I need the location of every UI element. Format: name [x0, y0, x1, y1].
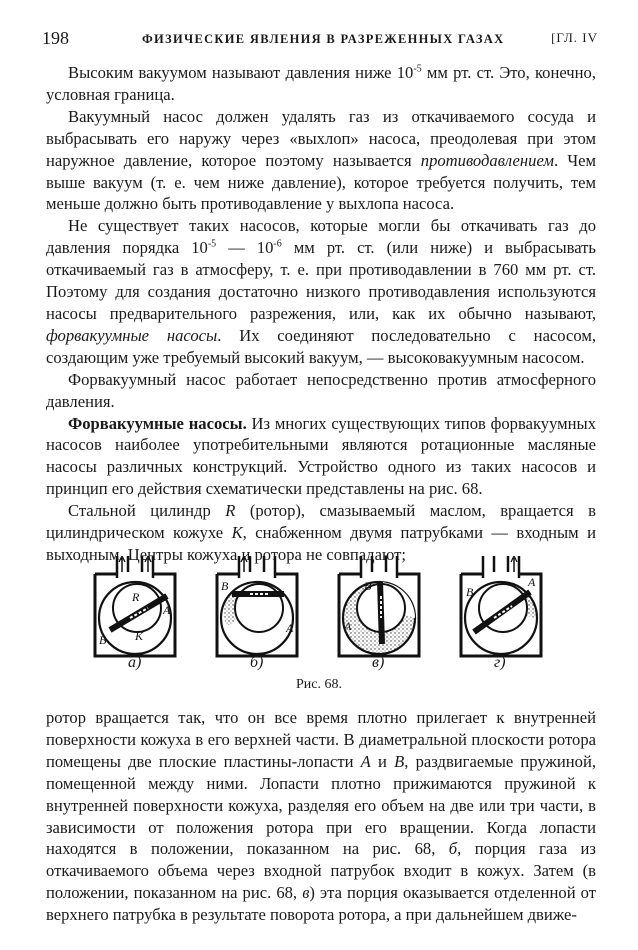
fig-d-label-A: A — [528, 575, 536, 589]
fig-a-label-B: B — [99, 633, 107, 647]
subfig-label-b: б) — [250, 654, 264, 671]
paragraph-5: Форвакуумные насосы. Из многих существующих типов форвакуумных насосов наиболее употребительными являются ротационные масляные насосы различных конструкций. Устройство одного из таких насосов и принцип его действия схематически представлены на рис. 68. — [46, 413, 596, 499]
fig-c-label-B: B — [364, 579, 372, 593]
panel-a — [95, 556, 175, 656]
chapter-label: [ГЛ. IV — [551, 30, 598, 45]
panel-b — [217, 556, 297, 656]
paragraph-6: Стальной цилиндр R (ротор), смазываемый маслом, вращается в цилиндрическом кожухе K, снабженном двумя патрубками — входным и выходным. Центры кожуха и ротора не совпадают; — [46, 501, 596, 564]
paragraph-2: Вакуумный насос должен удалять газ из откачиваемого сосуда и выбрасывать его наружу через «выхлоп» насоса, преодолевая при этом наружное давление, которое поэтому называется противодавлением. Чем выше вакуум (т. е. чем ниже давление), которое требуется получить, тем меньше должно быть противодавление у выхлопа насоса. — [46, 106, 596, 214]
fig-a-label-K: K — [135, 629, 144, 643]
fig-a-label-A: A — [163, 603, 171, 617]
paragraph-4: Форвакуумный насос работает непосредственно против атмосферного давления. — [46, 369, 596, 411]
panel-d — [461, 556, 541, 656]
fig-c-label-A: A — [344, 619, 352, 633]
paragraph-7: ротор вращается так, что он все время плотно прилегает к внутренней поверхности кожуха в его верхней части. В диаметральной плоскости ротора помещены две плоские пластины-лопасти A и B, раздвигаемые пружиной, помещенной между ними. Лопасти плотно прижимаются пружиной к внутренней поверхности кожуха, разделяя его объем на две или три части, в зависимости от положения ротора при его вращении. Когда лопасти находятся в положении, показанном на рис. 68, б, порция газа из откачиваемого объема через входной патрубок входит в кожух. Затем (в положении, показанном на рис. 68, в) эта порция оказывается отделенной от верхнего патрубка в результате поворота ротора, а при дальнейшем движе- — [46, 708, 596, 925]
body-text-top — [46, 62, 596, 566]
fig-d-label-B: B — [466, 585, 474, 599]
subfig-label-c: в) — [372, 654, 385, 671]
figure-caption: Рис. 68. — [296, 677, 342, 692]
page-number: 198 — [42, 28, 69, 48]
subfig-label-d: г) — [494, 654, 506, 671]
running-title: ФИЗИЧЕСКИЕ ЯВЛЕНИЯ В РАЗРЕЖЕННЫХ ГАЗАХ — [142, 32, 505, 46]
paragraph-3: Не существует таких насосов, которые могли бы откачивать газ до давления порядка $10^{-5}$ — $10^{-6}$ мм рт. ст. (или ниже) и выбрасывать откачиваемый газ в атмосферу, т. е. при противодавлении в 760 мм рт. ст. Поэтому для создания достаточно низкого противодавления используются насосы предварительного разрежения, или, как их обычно называют, форвакуумные насосы. Их соединяют последовательно с насосом, создающим уже требуемый высокий вакуум, — высоковакуумным насосом. — [46, 216, 597, 367]
fig-b-label-A: A — [286, 621, 294, 635]
panel-c — [339, 556, 419, 656]
fig-a-label-R: R — [132, 590, 140, 604]
paragraph-1: Высоким вакуумом называют давления ниже $10^{-5}$ мм рт. ст. Это, конечно, условная граница. — [46, 63, 596, 104]
body-text-bottom — [46, 707, 596, 926]
page-header — [42, 28, 598, 52]
subfig-label-a: а) — [128, 654, 142, 671]
fig-b-label-B: B — [221, 579, 229, 593]
